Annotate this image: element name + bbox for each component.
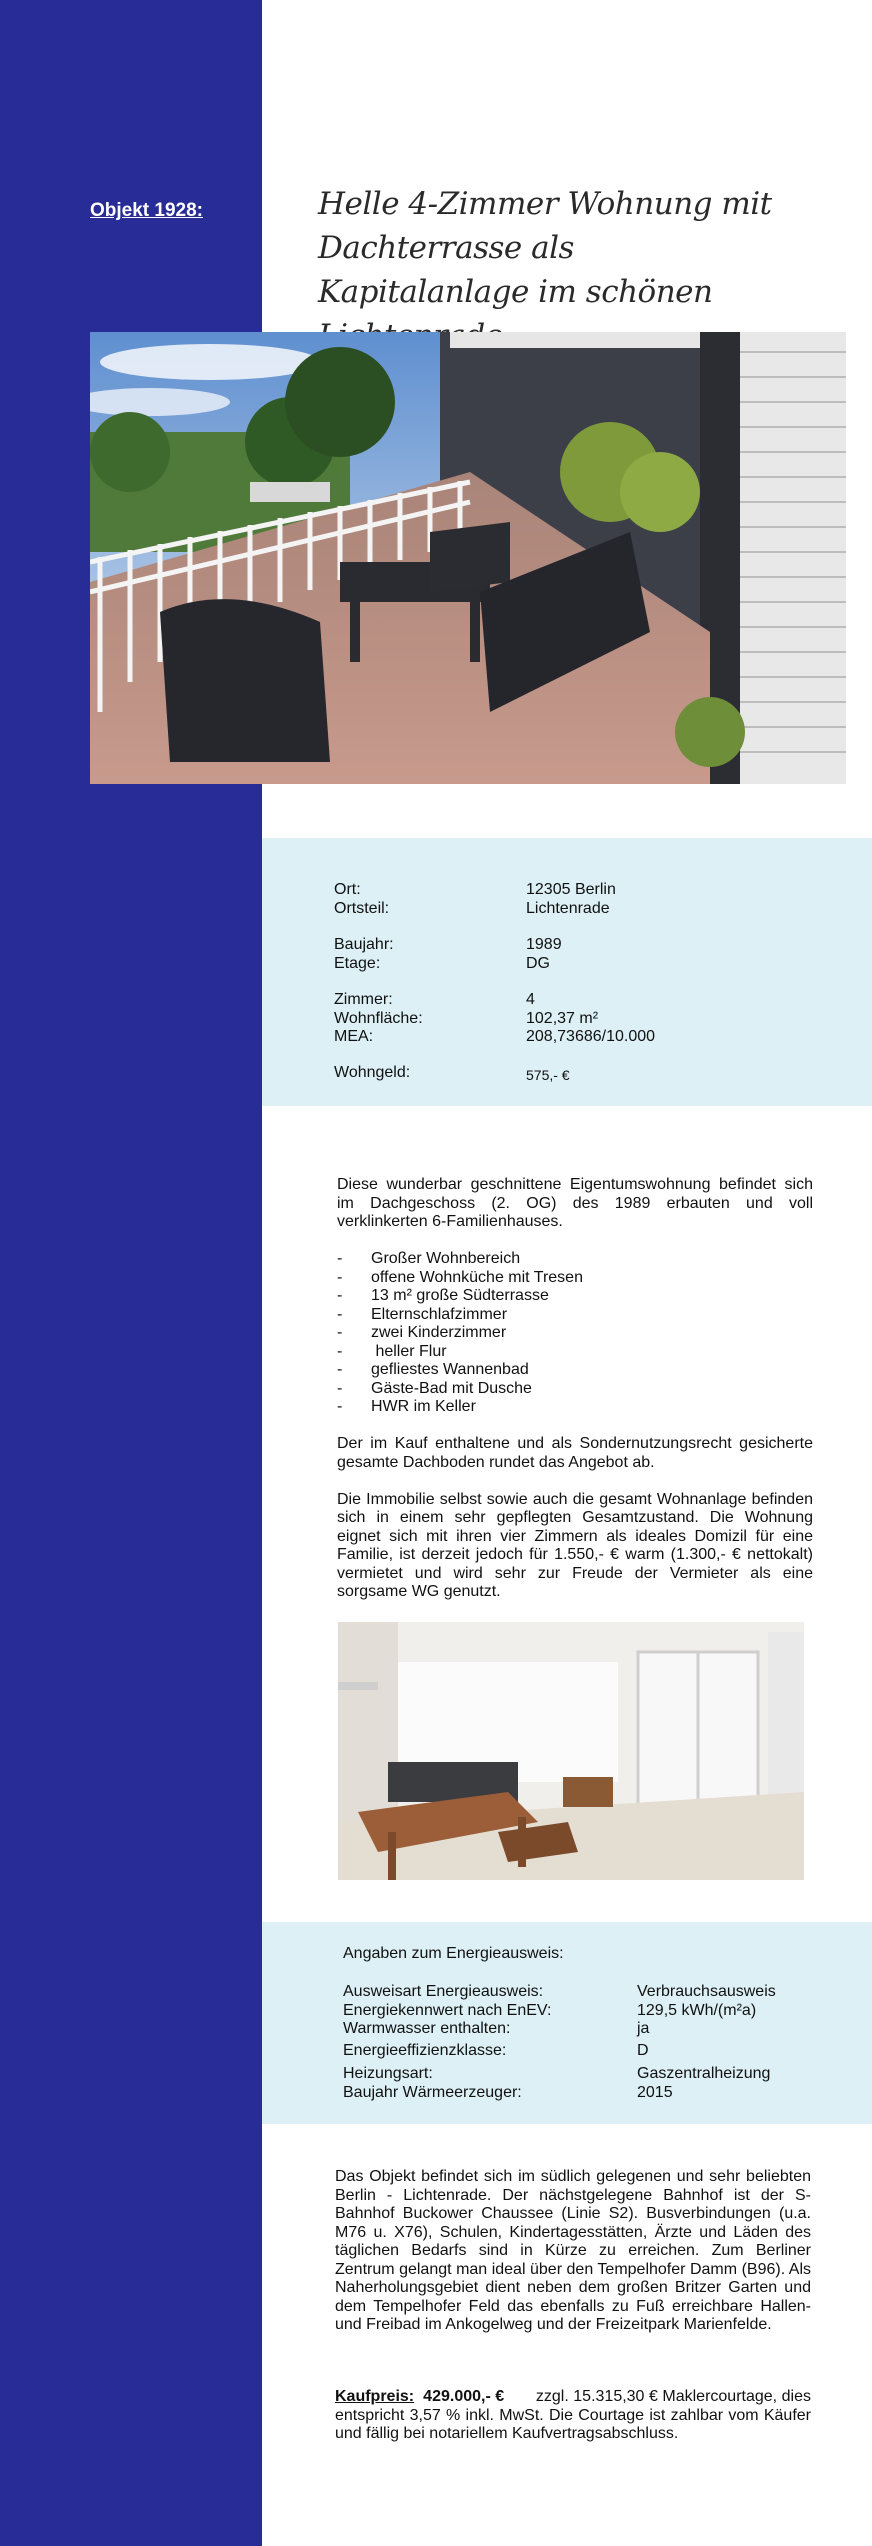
energy-baujahr: Baujahr Wärmeerzeuger: 2015 — [343, 2083, 673, 2101]
list-item: - zwei Kinderzimmer — [337, 1324, 813, 1343]
list-item: - 13 m² große Südterrasse — [337, 1287, 813, 1306]
fact-baujahr: Baujahr: 1989 — [334, 936, 562, 953]
energy-ausweisart: Ausweisart Energieausweis: Verbrauchsausweis — [343, 1983, 776, 2000]
terrace-photo — [90, 332, 846, 784]
fact-wohnflaeche: Wohnfläche: 102,37 m² — [334, 1009, 599, 1027]
list-item: - HWR im Keller — [337, 1398, 813, 1417]
energy-heizungsart: Heizungsart: Gaszentralheizung — [343, 2065, 771, 2082]
living-room-photo — [338, 1622, 804, 1880]
fact-zimmer: Zimmer: 4 — [334, 991, 535, 1008]
location-description: Das Objekt befindet sich im südlich gelegenen und sehr beliebten Berlin - Lichtenrade. Der nächstgelegene Bahnhof ist der S-Bahnhof Buckower Chaussee (Linie S2). Busverbindungen (u.a. M76 u. X76), Schulen, Kindertagesstätten, Ärzte und Läden des täglichen Bedarfs sind in Kürze zu erreichen. Zum Berliner Zentrum gelangt man ideal über den Tempelhofer Damm (B96). Als Naherholungsgebiet dient neben dem großen Britzer Garten und dem Tempelhofer Feld das ebenfalls zu Fuß erreichbare Hallen- und Freibad im Ankogelweg und der Freizeitpark Marienfelde. — [335, 2168, 811, 2333]
list-item: - Gäste-Bad mit Dusche — [337, 1380, 813, 1399]
energy-klasse: Energieeffizienzklasse: D — [343, 2042, 649, 2059]
list-item: - Großer Wohnbereich — [337, 1250, 813, 1269]
energy-heading: Angaben zum Energieausweis: — [343, 1945, 564, 1962]
description — [337, 1176, 813, 1602]
price-commission: zzgl. 15.315,30 € Maklercourtage, dies entspricht 3,57 % inkl. MwSt. Die Courtage ist zahlbar vom Käufer und fällig bei notariellem Kaufvertragsabschluss. — [335, 2388, 811, 2442]
fact-mea: MEA: 208,73686/10.000 — [334, 1028, 656, 1045]
list-item: - gefliestes Wannenbad — [337, 1361, 813, 1380]
fact-ortsteil: Ortsteil: Lichtenrade — [334, 899, 610, 917]
fact-etage: Etage: DG — [334, 954, 550, 972]
list-item: - Elternschlafzimmer — [337, 1306, 813, 1325]
fact-ort: Ort: 12305 Berlin — [334, 881, 616, 898]
description-attic: Der im Kauf enthaltene und als Sondernutzungsrecht gesicherte gesamte Dachboden rundet das Angebot ab. — [337, 1435, 813, 1471]
description-intro: Diese wunderbar geschnittene Eigentumswohnung befindet sich im Dachgeschoss (2. OG) des 1989 erbauten und voll verklinkerten 6-Familienhauses. — [337, 1176, 813, 1230]
price-label: Kaufpreis: — [335, 2388, 415, 2405]
list-item: - offene Wohnküche mit Tresen — [337, 1269, 813, 1288]
energy-kennwert: Energiekennwert nach EnEV: 129,5 kWh/(m²a) — [343, 2001, 757, 2019]
price-block — [335, 2388, 811, 2444]
price-value: 429.000,- € — [423, 2388, 505, 2405]
description-condition: Die Immobilie selbst sowie auch die gesamt Wohnanlage befinden sich in einem sehr gepflegten Gesamtzustand. Die Wohnung eignet sich mit ihren vier Zimmern als ideales Domizil für eine Familie, ist derzeit jedoch für 1.550,- € warm (1.300,- € nettokalt) vermietet und wird sehr zur Freude der Vermieter als eine sorgsame WG genutzt. — [337, 1490, 813, 1600]
fact-wohngeld: Wohngeld: 575,- € — [334, 1064, 570, 1083]
energy-warmwasser: Warmwasser enthalten: ja — [343, 2020, 650, 2037]
title-line-1: Helle 4-Zimmer Wohnung mit Dachterrasse als — [318, 186, 772, 266]
title-line-2: Kapitalanlage im schönen — [318, 274, 713, 310]
list-item: - heller Flur — [337, 1343, 813, 1362]
object-number: Objekt 1928: — [90, 200, 203, 221]
feature-list — [337, 1250, 813, 1417]
